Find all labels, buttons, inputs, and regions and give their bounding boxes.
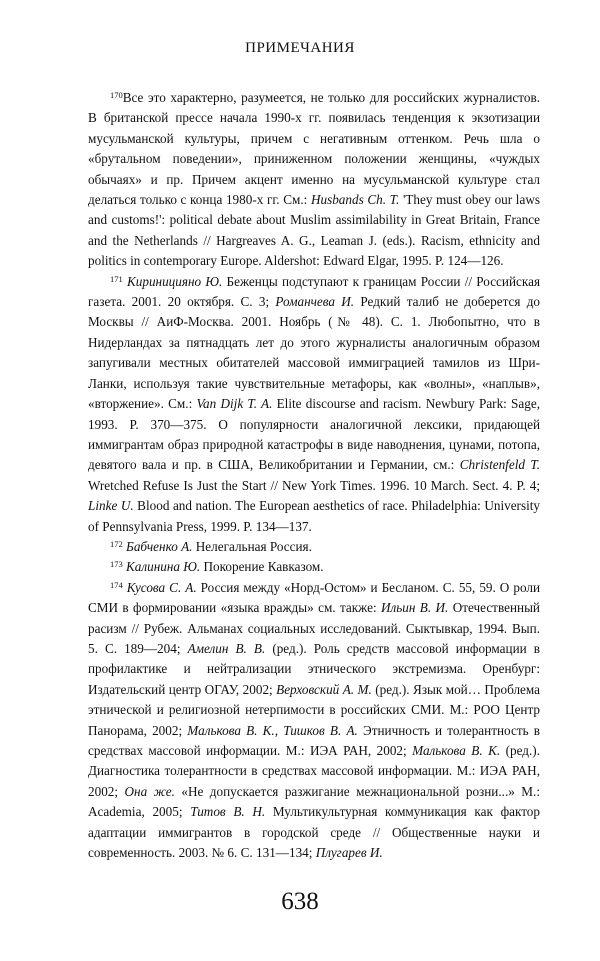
note-author: Она же. — [124, 783, 175, 799]
note-author: Амелин В. В. — [187, 640, 266, 656]
note-author: Husbands Ch. T. — [310, 192, 400, 208]
note-number: 172 — [110, 538, 123, 549]
note-author: Ильин В. И. — [380, 600, 449, 616]
note-text: (ред.). Язык мой… Проблема этнической и религиозной нетерпимости в российских СМИ. М.: РОО Центр Панорама, 2002; — [88, 681, 540, 738]
note-text: Blood and nation. The European aesthetics of race. Philadelphia: University of Pennsylvania Press, 1999. P. 134—137. — [88, 498, 541, 534]
note-number: 171 — [110, 273, 123, 284]
note-author: Плугарев И. — [315, 845, 383, 861]
note-author: Малькова В. К., Тишков В. А. — [187, 722, 358, 738]
note-number: 170 — [110, 90, 123, 100]
note-text: Wretched Refuse Is Just the Start // New York Times. 1996. 10 March. Sect. 4. P. 4; — [88, 477, 540, 493]
running-head: ПРИМЕЧАНИЯ — [245, 40, 355, 56]
note-172 — [88, 537, 540, 557]
note-author: Christenfeld T. — [459, 457, 541, 473]
note-170 — [88, 88, 540, 272]
note-text: (ред.). Роль средств массовой информации в профилактике и нейтрализации этнического экстремизма. Оренбург: Издательский центр ОГАУ, 2002; — [88, 640, 540, 697]
note-text: Редкий талиб не доберется до Москвы // АиФ-Москва. 2001. Ноябрь (№ 48). С. 1. Любопытно, что в Нидерландах за пятнадцать лет до этого журналисты аналогичным образом запугивали местных обитателей массовой иммиграцией тамилов из Шри-Ланки, используя такие чувствительные метафоры, как «волны», «наплыв», «вторжение». См.: — [88, 294, 540, 412]
notes-body — [88, 88, 540, 863]
note-author: Верховский А. М. — [276, 681, 372, 697]
note-text: Мультикультурная коммуникация как фактор адаптации иммигрантов в городской среде // Общественные науки и современность. 2003. № 6. С. 131—134; — [88, 804, 540, 861]
note-author: Титов В. Н. — [190, 804, 266, 820]
note-text: Отечественный расизм // Рубеж. Альманах социальных исследований. Сыктывкар, 1994. Вып. 5. С. 189—204; — [88, 600, 540, 656]
note-author: Linke U. — [88, 498, 134, 514]
note-author: Калинина Ю. — [126, 559, 201, 575]
note-text: Нелегальная Россия. — [192, 538, 312, 554]
note-author: Малькова В. К. — [412, 743, 501, 758]
note-text: Покорение Кавказом. — [200, 559, 324, 575]
note-author: Романчева И. — [275, 294, 355, 310]
note-author: Кусова С. А. — [126, 579, 197, 595]
note-number: 174 — [110, 579, 123, 590]
note-text: Беженцы подступают к границам России // Российская газета. 2001. 20 октября. С. 3; — [88, 273, 541, 310]
note-text: Все это характерно, разумеется, не только для российских журналистов. В британской прессе начала 1990-х гг. появилась тенденция к экзотизации мусульманской культуры, причем с негативным оттенком. Речь шла о «брутальном поведении», приниженном положении женщины, «чуждых обычаях» и пр. Причем акцент именно на мусульманской культуре стал делаться только с конца 1980-х гг. См.: — [88, 90, 540, 208]
note-text: «Не допускается разжигание межнациональной розни...» М.: Academia, 2005; — [88, 783, 540, 820]
note-174 — [88, 578, 540, 864]
note-author: Кириницияно Ю. — [127, 273, 223, 289]
note-text: Россия между «Норд-Остом» и Бесланом. С. 55, 59. О роли СМИ в формировании «языка вражды» см. также: — [88, 579, 541, 616]
note-text: Elite discourse and racism. Newbury Park: Sage, 1993. P. 370—375. О популярности аналогичной лексики, придающей иммигрантам образ природной катастрофы в виде наводнения, цунами, потопа, девятого вала и пр. в США, Великобритании и Германии, см.: — [88, 396, 540, 473]
page-number: 638 — [281, 888, 319, 915]
note-text: 'They must obey our laws and customs!': political debate about Muslim assimilability in Great Britain, France and the Netherlands // Hargreaves A. G., Leaman J. (eds.). Racism, ethnicity and politics in contemporary Europe. Aldershot: Edward Elgar, 1995. P. 124—126. — [88, 192, 540, 269]
note-author: Бабченко А. — [126, 538, 193, 554]
note-author: Van Dijk T. A. — [196, 396, 273, 412]
note-number: 173 — [110, 559, 123, 570]
note-173 — [88, 557, 540, 577]
note-text: Этничность и толерантность в средствах массовой информации. М.: ИЭА РАН, 2002; — [88, 722, 541, 758]
note-171 — [88, 272, 540, 537]
note-text: (ред.). Диагностика толерантности в средствах массовой информации. М.: ИЭА РАН, 2002; — [88, 743, 540, 799]
